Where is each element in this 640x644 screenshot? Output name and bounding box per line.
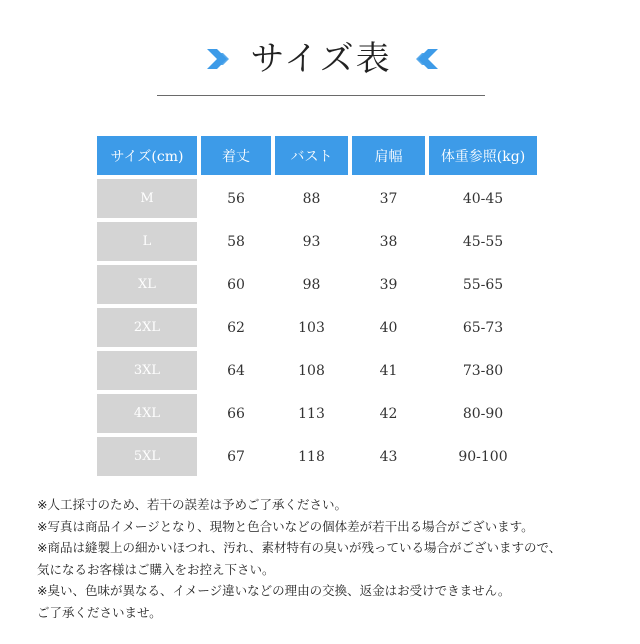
- shoulder-cell: 40: [352, 308, 425, 347]
- shoulder-cell: 43: [352, 437, 425, 476]
- size-cell: L: [97, 222, 197, 261]
- length-cell: 56: [201, 179, 271, 218]
- column-header-bust: バスト: [275, 136, 348, 175]
- column-header-size: サイズ(cm): [97, 136, 197, 175]
- chevron-left-icon: [408, 46, 440, 72]
- page-title: サイズ表: [250, 39, 392, 79]
- weight-cell: 73-80: [429, 351, 537, 390]
- table-row: [97, 222, 537, 261]
- note-line: ※写真は商品イメージとなり、現物と色合いなどの個体差が若干出る場合がございます。: [37, 518, 534, 534]
- weight-cell: 55-65: [429, 265, 537, 304]
- chevron-right-icon: [205, 46, 237, 72]
- note-line: ご了承くださいませ。: [37, 604, 162, 620]
- table-header-row: [97, 136, 537, 175]
- size-cell: 3XL: [97, 351, 197, 390]
- length-cell: 64: [201, 351, 271, 390]
- table-row: [97, 179, 537, 218]
- note-line: ※商品は縫製上の細かいほつれ、汚れ、素材特有の臭いが残っている場合がございますので、: [37, 540, 562, 555]
- table-row: [97, 437, 537, 476]
- length-cell: 62: [201, 308, 271, 347]
- length-cell: 60: [201, 265, 271, 304]
- table-row: [97, 351, 537, 390]
- column-header-length: 着丈: [201, 136, 271, 175]
- column-header-shoulder: 肩幅: [352, 136, 425, 175]
- size-cell: M: [97, 179, 197, 218]
- weight-cell: 40-45: [429, 179, 537, 218]
- size-cell: 2XL: [97, 308, 197, 347]
- bust-cell: 108: [275, 351, 348, 390]
- bust-cell: 88: [275, 179, 348, 218]
- shoulder-cell: 38: [352, 222, 425, 261]
- bust-cell: 113: [275, 394, 348, 433]
- note-line: ※人工採寸のため、若干の誤差は予めご了承ください。: [37, 497, 347, 512]
- weight-cell: 90-100: [429, 437, 537, 476]
- weight-cell: 45-55: [429, 222, 537, 261]
- table-row: [97, 265, 537, 304]
- weight-cell: 65-73: [429, 308, 537, 347]
- size-table: [93, 132, 541, 480]
- table-row: [97, 308, 537, 347]
- table-row: [97, 394, 537, 433]
- length-cell: 58: [201, 222, 271, 261]
- length-cell: 66: [201, 394, 271, 433]
- bust-cell: 93: [275, 222, 348, 261]
- shoulder-cell: 42: [352, 394, 425, 433]
- shoulder-cell: 37: [352, 179, 425, 218]
- length-cell: 67: [201, 437, 271, 476]
- bust-cell: 103: [275, 308, 348, 347]
- note-line: 気になるお客様はご購入をお控え下さい。: [37, 561, 275, 577]
- size-cell: 5XL: [97, 437, 197, 476]
- bust-cell: 118: [275, 437, 348, 476]
- size-cell: 4XL: [97, 394, 197, 433]
- bust-cell: 98: [275, 265, 348, 304]
- note-line: ※臭い、色味が異なる、イメージ違いなどの理由の交換、返金はお受けできません。: [37, 583, 511, 598]
- shoulder-cell: 39: [352, 265, 425, 304]
- shoulder-cell: 41: [352, 351, 425, 390]
- page-title-area: [0, 30, 640, 86]
- weight-cell: 80-90: [429, 394, 537, 433]
- size-cell: XL: [97, 265, 197, 304]
- column-header-weight: 体重参照(kg): [429, 136, 537, 175]
- notes-section: [37, 494, 627, 623]
- title-divider: [157, 95, 485, 96]
